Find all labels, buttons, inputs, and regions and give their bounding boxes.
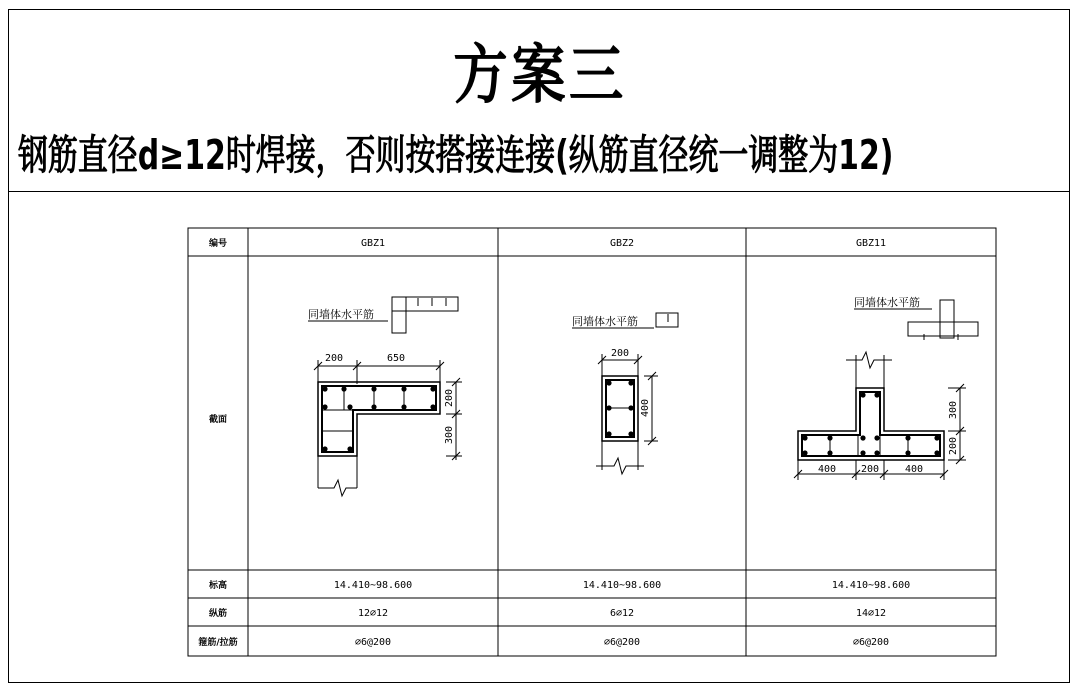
gbz2-wall-note: 同墙体水平筋 (572, 315, 638, 328)
stirrup-gbz11: ⌀6@200 (852, 637, 890, 648)
gbz1-dim-2: 650 (386, 353, 406, 364)
row-header-id: 编号 (208, 239, 228, 249)
gbz1-dim-4: 300 (444, 425, 455, 445)
gbz11-dim-4: 300 (948, 400, 959, 420)
row-header-section: 截面 (208, 415, 228, 425)
elevation-gbz11: 14.410~98.600 (831, 580, 911, 591)
elevation-gbz2: 14.410~98.600 (582, 580, 662, 591)
page-subtitle: 钢筋直径d≥12时焊接，否则按搭接连接(纵筋直径统一调整为12) (18, 131, 894, 179)
elevation-gbz1: 14.410~98.600 (333, 580, 413, 591)
column-id-gbz2: GBZ2 (609, 238, 635, 249)
gbz11-dim-5: 200 (948, 436, 959, 456)
gbz1-dim-3: 200 (444, 388, 455, 408)
page-title: 方案三 (453, 39, 627, 113)
row-header-longitudinal: 纵筋 (208, 609, 228, 619)
gbz1-dim-1: 200 (324, 353, 344, 364)
gbz11-wall-note: 同墙体水平筋 (854, 296, 920, 309)
row-header-elevation: 标高 (208, 581, 228, 591)
gbz1-section (308, 297, 462, 496)
gbz2-dim-1: 200 (610, 348, 630, 359)
gbz11-bars (802, 392, 939, 455)
gbz1-wall-note: 同墙体水平筋 (308, 308, 374, 321)
longitudinal-gbz2: 6⌀12 (609, 608, 635, 619)
longitudinal-gbz11: 14⌀12 (855, 608, 887, 619)
gbz11-dim-2: 200 (860, 464, 880, 475)
longitudinal-gbz1: 12⌀12 (357, 608, 389, 619)
table-grid (188, 228, 996, 656)
gbz11-dim-3: 400 (904, 464, 924, 475)
gbz2-section (572, 313, 678, 474)
column-id-gbz11: GBZ11 (855, 238, 887, 249)
column-id-gbz1: GBZ1 (360, 238, 386, 249)
stirrup-gbz2: ⌀6@200 (603, 637, 641, 648)
row-header-stirrup: 箍筋/拉筋 (198, 638, 238, 648)
gbz11-dim-1: 400 (817, 464, 837, 475)
stirrup-gbz1: ⌀6@200 (354, 637, 392, 648)
gbz1-bars (322, 386, 435, 451)
gbz2-dim-2: 400 (640, 398, 651, 418)
